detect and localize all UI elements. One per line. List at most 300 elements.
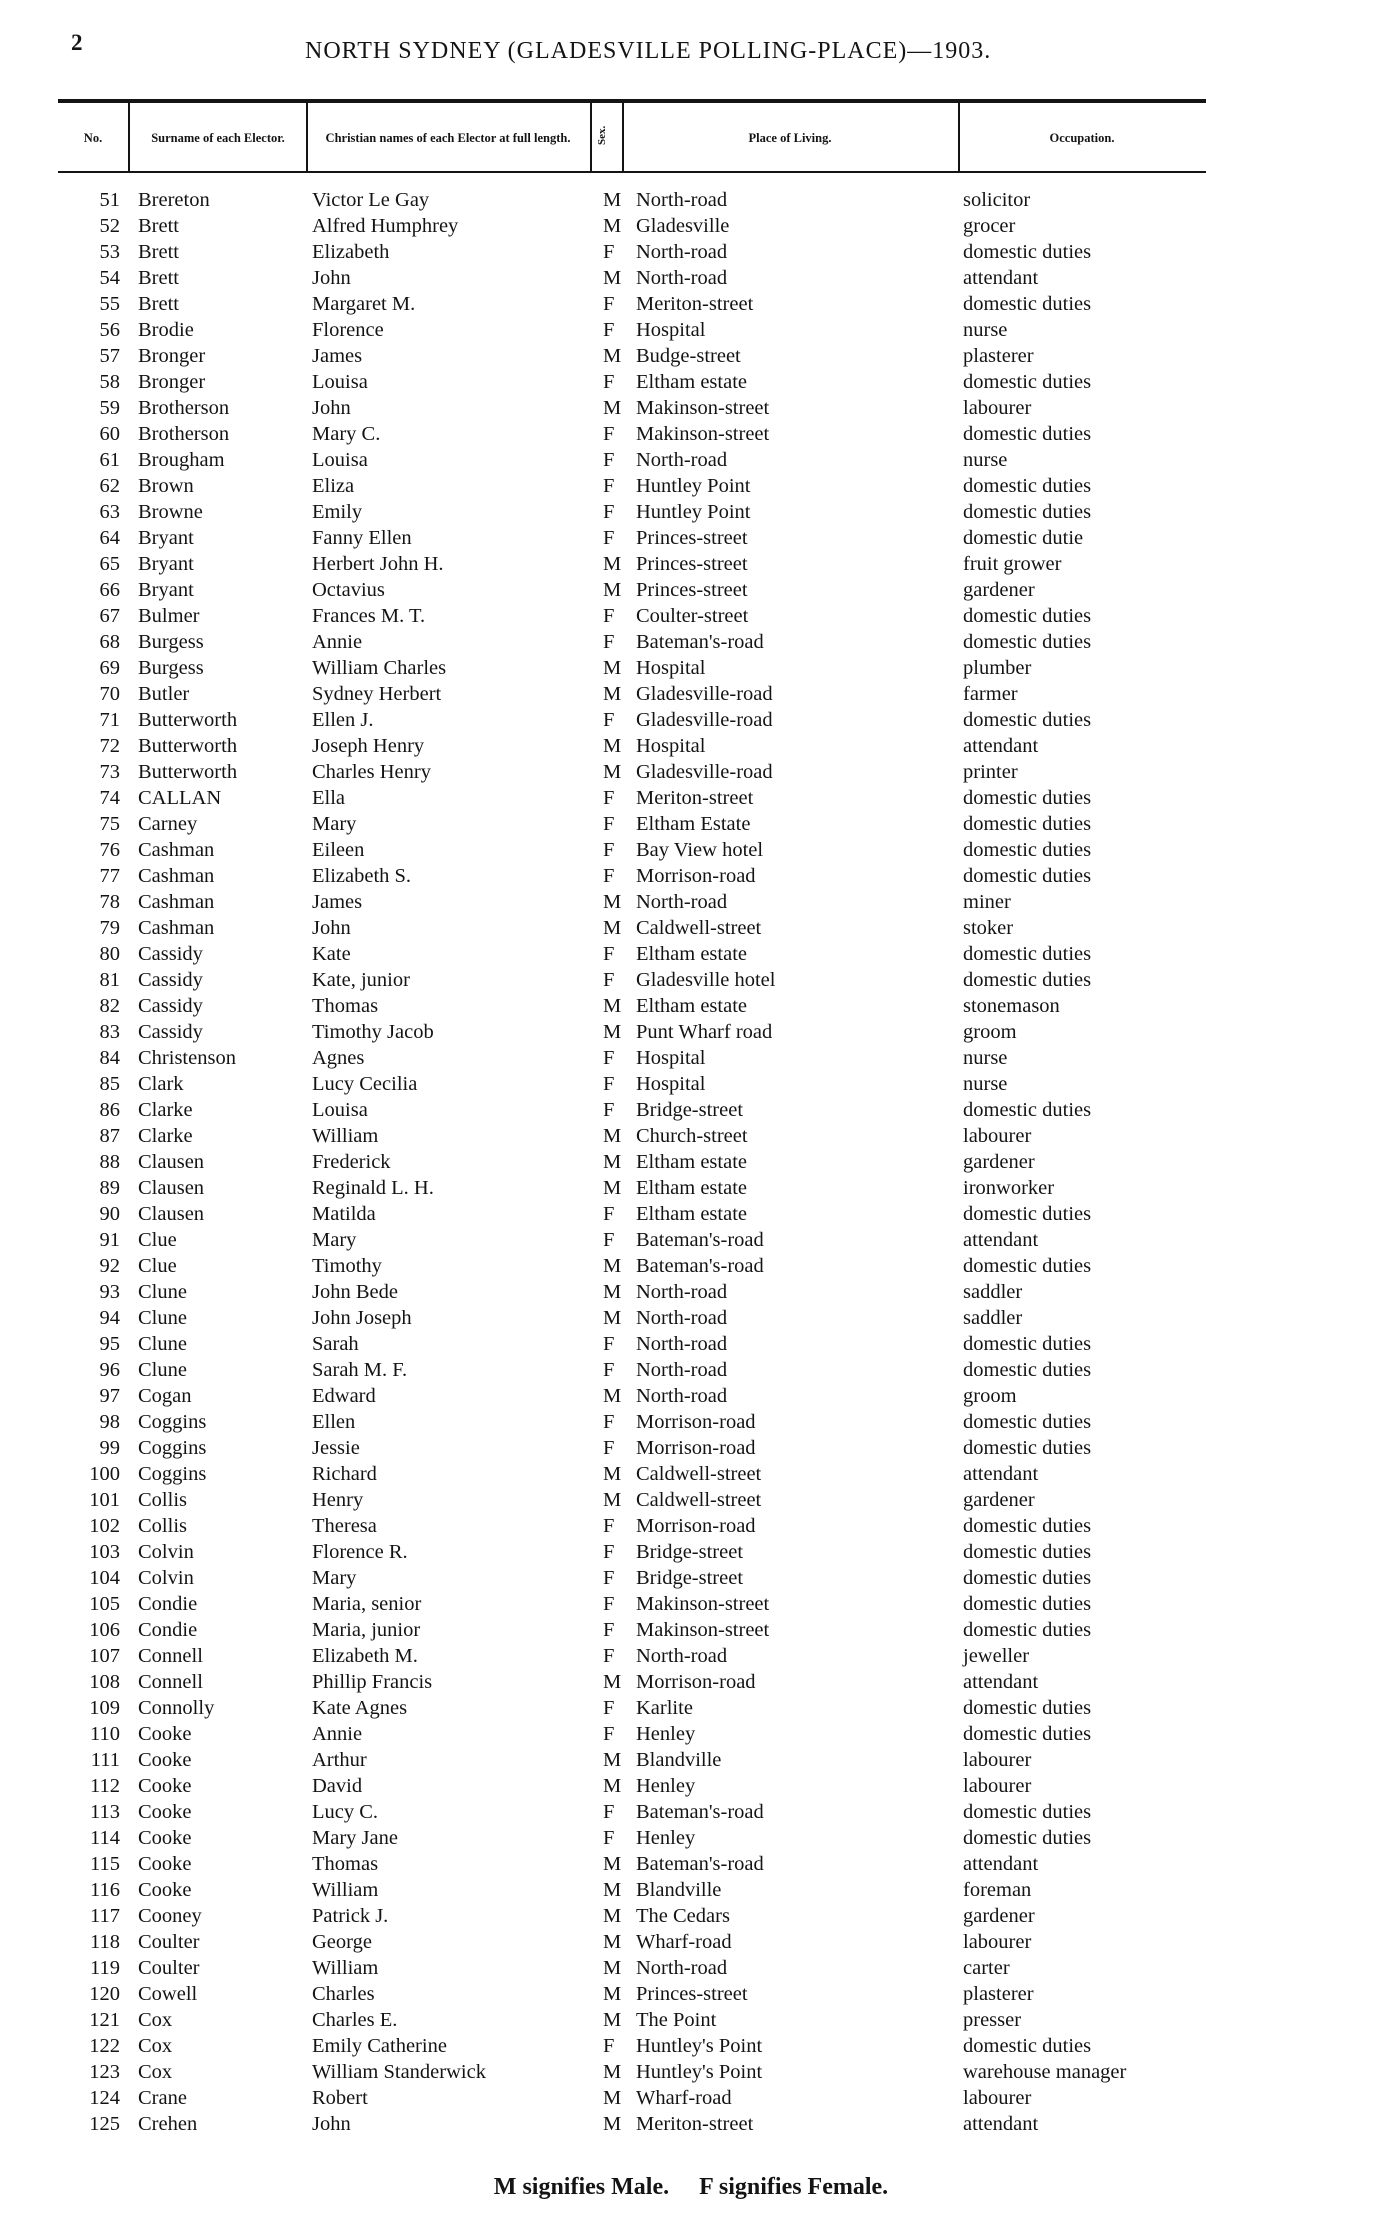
elector-sex: M bbox=[603, 1489, 622, 1511]
elector-number: 82 bbox=[99, 995, 120, 1017]
elector-surname: Brett bbox=[138, 215, 179, 237]
elector-number: 84 bbox=[99, 1047, 120, 1069]
elector-occupation: nurse bbox=[963, 1073, 1008, 1095]
elector-occupation: grocer bbox=[963, 215, 1016, 237]
elector-surname: Brett bbox=[138, 241, 179, 263]
table-row bbox=[0, 629, 1382, 655]
elector-place-of-living: Huntley Point bbox=[636, 501, 751, 523]
elector-christian-names: Emily bbox=[312, 501, 363, 523]
elector-number: 61 bbox=[99, 449, 120, 471]
elector-place-of-living: Eltham estate bbox=[636, 1151, 747, 1173]
elector-place-of-living: Eltham estate bbox=[636, 371, 747, 393]
elector-surname: Clune bbox=[138, 1359, 187, 1381]
elector-christian-names: John bbox=[312, 397, 351, 419]
elector-surname: Cox bbox=[138, 2035, 173, 2057]
elector-sex: M bbox=[603, 891, 622, 913]
elector-christian-names: Ellen bbox=[312, 1411, 356, 1433]
elector-place-of-living: Huntley Point bbox=[636, 475, 751, 497]
elector-christian-names: Eliza bbox=[312, 475, 355, 497]
table-row bbox=[0, 291, 1382, 317]
elector-sex: F bbox=[603, 449, 615, 471]
elector-surname: Brougham bbox=[138, 449, 225, 471]
elector-number: 71 bbox=[99, 709, 120, 731]
elector-christian-names: William Charles bbox=[312, 657, 447, 679]
table-row bbox=[0, 707, 1382, 733]
elector-occupation: labourer bbox=[963, 1125, 1032, 1147]
table-row bbox=[0, 1877, 1382, 1903]
elector-list bbox=[0, 187, 1382, 2137]
elector-sex: M bbox=[603, 2087, 622, 2109]
elector-occupation: domestic duties bbox=[963, 1359, 1092, 1381]
elector-sex: M bbox=[603, 2061, 622, 2083]
elector-number: 117 bbox=[90, 1905, 120, 1927]
elector-surname: Cashman bbox=[138, 917, 215, 939]
elector-occupation: saddler bbox=[963, 1281, 1023, 1303]
elector-occupation: attendant bbox=[963, 735, 1039, 757]
elector-sex: F bbox=[603, 631, 615, 653]
elector-place-of-living: Coulter-street bbox=[636, 605, 749, 627]
elector-surname: Cooke bbox=[138, 1749, 192, 1771]
elector-christian-names: Emily Catherine bbox=[312, 2035, 447, 2057]
elector-surname: Cashman bbox=[138, 891, 215, 913]
elector-place-of-living: Hospital bbox=[636, 319, 706, 341]
elector-christian-names: Timothy bbox=[312, 1255, 382, 1277]
elector-number: 106 bbox=[89, 1619, 120, 1641]
elector-christian-names: Elizabeth M. bbox=[312, 1645, 418, 1667]
elector-sex: F bbox=[603, 1827, 615, 1849]
elector-christian-names: John bbox=[312, 2113, 351, 2135]
elector-surname: Cooke bbox=[138, 1879, 192, 1901]
elector-number: 98 bbox=[99, 1411, 120, 1433]
elector-christian-names: George bbox=[312, 1931, 372, 1953]
elector-number: 65 bbox=[99, 553, 120, 575]
elector-number: 63 bbox=[99, 501, 120, 523]
elector-occupation: plasterer bbox=[963, 345, 1034, 367]
elector-occupation: domestic duties bbox=[963, 1515, 1092, 1537]
table-row bbox=[0, 1071, 1382, 1097]
elector-christian-names: Matilda bbox=[312, 1203, 376, 1225]
elector-place-of-living: North-road bbox=[636, 1359, 728, 1381]
table-row bbox=[0, 1253, 1382, 1279]
elector-occupation: ironworker bbox=[963, 1177, 1055, 1199]
column-divider bbox=[590, 103, 592, 171]
elector-surname: Coggins bbox=[138, 1411, 207, 1433]
table-row bbox=[0, 265, 1382, 291]
elector-surname: Bronger bbox=[138, 371, 206, 393]
table-row bbox=[0, 603, 1382, 629]
elector-sex: M bbox=[603, 215, 622, 237]
elector-christian-names: Victor Le Gay bbox=[312, 189, 430, 211]
elector-number: 120 bbox=[89, 1983, 120, 2005]
elector-place-of-living: Princes-street bbox=[636, 579, 748, 601]
elector-occupation: farmer bbox=[963, 683, 1018, 705]
elector-surname: Connell bbox=[138, 1671, 203, 1693]
elector-number: 90 bbox=[99, 1203, 120, 1225]
table-row bbox=[0, 1591, 1382, 1617]
table-row bbox=[0, 785, 1382, 811]
elector-christian-names: Mary C. bbox=[312, 423, 381, 445]
table-row bbox=[0, 681, 1382, 707]
table-row bbox=[0, 1123, 1382, 1149]
elector-christian-names: Sarah M. F. bbox=[312, 1359, 408, 1381]
elector-christian-names: Lucy Cecilia bbox=[312, 1073, 418, 1095]
elector-christian-names: Mary bbox=[312, 813, 357, 835]
elector-surname: Cassidy bbox=[138, 943, 203, 965]
elector-surname: Clune bbox=[138, 1307, 187, 1329]
table-row bbox=[0, 1539, 1382, 1565]
elector-occupation: domestic duties bbox=[963, 943, 1092, 965]
elector-place-of-living: Karlite bbox=[636, 1697, 693, 1719]
table-row bbox=[0, 811, 1382, 837]
elector-surname: Bryant bbox=[138, 579, 194, 601]
elector-sex: M bbox=[603, 1853, 622, 1875]
elector-number: 76 bbox=[99, 839, 120, 861]
elector-occupation: printer bbox=[963, 761, 1018, 783]
elector-surname: Clue bbox=[138, 1255, 177, 1277]
table-row bbox=[0, 1955, 1382, 1981]
elector-place-of-living: Bateman's-road bbox=[636, 1255, 764, 1277]
table-row bbox=[0, 343, 1382, 369]
elector-place-of-living: Meriton-street bbox=[636, 787, 754, 809]
elector-christian-names: Agnes bbox=[312, 1047, 365, 1069]
elector-number: 97 bbox=[99, 1385, 120, 1407]
elector-surname: Connell bbox=[138, 1645, 203, 1667]
elector-number: 55 bbox=[99, 293, 120, 315]
elector-surname: Cooke bbox=[138, 1775, 192, 1797]
elector-sex: F bbox=[603, 1229, 615, 1251]
elector-place-of-living: Henley bbox=[636, 1723, 696, 1745]
table-row bbox=[0, 2059, 1382, 2085]
elector-place-of-living: North-road bbox=[636, 267, 728, 289]
elector-christian-names: Timothy Jacob bbox=[312, 1021, 434, 1043]
elector-christian-names: Fanny Ellen bbox=[312, 527, 412, 549]
elector-number: 85 bbox=[99, 1073, 120, 1095]
elector-occupation: domestic duties bbox=[963, 1567, 1092, 1589]
elector-number: 94 bbox=[99, 1307, 120, 1329]
elector-surname: Clausen bbox=[138, 1177, 205, 1199]
elector-christian-names: Richard bbox=[312, 1463, 377, 1485]
elector-number: 60 bbox=[99, 423, 120, 445]
elector-surname: Cox bbox=[138, 2061, 173, 2083]
elector-occupation: domestic duties bbox=[963, 371, 1092, 393]
elector-sex: M bbox=[603, 1775, 622, 1797]
elector-sex: F bbox=[603, 1723, 615, 1745]
elector-number: 68 bbox=[99, 631, 120, 653]
elector-sex: F bbox=[603, 371, 615, 393]
elector-sex: M bbox=[603, 1879, 622, 1901]
elector-occupation: labourer bbox=[963, 1931, 1032, 1953]
table-row bbox=[0, 421, 1382, 447]
elector-christian-names: Ellen J. bbox=[312, 709, 374, 731]
elector-sex: F bbox=[603, 1437, 615, 1459]
table-row bbox=[0, 395, 1382, 421]
elector-christian-names: Herbert John H. bbox=[312, 553, 444, 575]
elector-surname: Browne bbox=[138, 501, 203, 523]
elector-place-of-living: North-road bbox=[636, 449, 728, 471]
elector-occupation: domestic duties bbox=[963, 605, 1092, 627]
elector-sex: M bbox=[603, 2009, 622, 2031]
elector-place-of-living: Henley bbox=[636, 1775, 696, 1797]
elector-christian-names: Theresa bbox=[312, 1515, 377, 1537]
table-row bbox=[0, 1305, 1382, 1331]
elector-surname: Brett bbox=[138, 267, 179, 289]
elector-surname: Clue bbox=[138, 1229, 177, 1251]
elector-christian-names: Kate Agnes bbox=[312, 1697, 408, 1719]
elector-sex: M bbox=[603, 2113, 622, 2135]
elector-christian-names: Kate, junior bbox=[312, 969, 410, 991]
elector-number: 74 bbox=[99, 787, 120, 809]
table-row bbox=[0, 1149, 1382, 1175]
elector-surname: Butterworth bbox=[138, 709, 238, 731]
elector-place-of-living: Hospital bbox=[636, 735, 706, 757]
elector-place-of-living: Bay View hotel bbox=[636, 839, 764, 861]
table-row bbox=[0, 1851, 1382, 1877]
table-row bbox=[0, 2111, 1382, 2137]
elector-place-of-living: Gladesville hotel bbox=[636, 969, 776, 991]
elector-sex: F bbox=[603, 969, 615, 991]
elector-number: 124 bbox=[89, 2087, 120, 2109]
elector-number: 103 bbox=[89, 1541, 120, 1563]
table-row bbox=[0, 759, 1382, 785]
elector-christian-names: Annie bbox=[312, 1723, 363, 1745]
header-bottom-rule bbox=[58, 171, 1206, 173]
elector-sex: F bbox=[603, 2035, 615, 2057]
elector-number: 101 bbox=[89, 1489, 120, 1511]
elector-surname: Colvin bbox=[138, 1567, 194, 1589]
elector-surname: Burgess bbox=[138, 631, 204, 653]
elector-sex: F bbox=[603, 423, 615, 445]
elector-number: 116 bbox=[90, 1879, 120, 1901]
table-row bbox=[0, 1201, 1382, 1227]
elector-christian-names: Mary bbox=[312, 1229, 357, 1251]
table-row bbox=[0, 1643, 1382, 1669]
elector-sex: F bbox=[603, 319, 615, 341]
elector-christian-names: Sydney Herbert bbox=[312, 683, 442, 705]
elector-christian-names: Mary bbox=[312, 1567, 357, 1589]
elector-place-of-living: Meriton-street bbox=[636, 293, 754, 315]
elector-sex: M bbox=[603, 1905, 622, 1927]
elector-place-of-living: North-road bbox=[636, 891, 728, 913]
column-divider bbox=[622, 103, 624, 171]
elector-sex: F bbox=[603, 1203, 615, 1225]
table-row bbox=[0, 837, 1382, 863]
elector-number: 64 bbox=[99, 527, 120, 549]
elector-christian-names: Octavius bbox=[312, 579, 385, 601]
elector-occupation: fruit grower bbox=[963, 553, 1062, 575]
elector-occupation: attendant bbox=[963, 1463, 1039, 1485]
elector-number: 121 bbox=[89, 2009, 120, 2031]
elector-christian-names: John Joseph bbox=[312, 1307, 412, 1329]
elector-number: 95 bbox=[99, 1333, 120, 1355]
elector-number: 115 bbox=[90, 1853, 120, 1875]
column-divider bbox=[958, 103, 960, 171]
table-row bbox=[0, 1227, 1382, 1253]
elector-occupation: saddler bbox=[963, 1307, 1023, 1329]
elector-surname: Crane bbox=[138, 2087, 187, 2109]
elector-occupation: domestic duties bbox=[963, 1437, 1092, 1459]
elector-christian-names: Margaret M. bbox=[312, 293, 416, 315]
elector-number: 114 bbox=[90, 1827, 120, 1849]
elector-sex: M bbox=[603, 917, 622, 939]
elector-sex: M bbox=[603, 1021, 622, 1043]
elector-place-of-living: Bateman's-road bbox=[636, 1853, 764, 1875]
elector-number: 51 bbox=[99, 189, 120, 211]
elector-place-of-living: Gladesville-road bbox=[636, 709, 773, 731]
elector-occupation: domestic duties bbox=[963, 1827, 1092, 1849]
elector-place-of-living: Morrison-road bbox=[636, 1411, 756, 1433]
elector-number: 112 bbox=[90, 1775, 120, 1797]
elector-sex: F bbox=[603, 527, 615, 549]
elector-surname: Cassidy bbox=[138, 995, 203, 1017]
table-row bbox=[0, 1721, 1382, 1747]
elector-surname: Clarke bbox=[138, 1099, 193, 1121]
sex-legend bbox=[0, 2174, 1382, 2201]
elector-place-of-living: Makinson-street bbox=[636, 423, 770, 445]
table-row bbox=[0, 1617, 1382, 1643]
elector-sex: F bbox=[603, 1593, 615, 1615]
elector-number: 109 bbox=[89, 1697, 120, 1719]
elector-place-of-living: Morrison-road bbox=[636, 1515, 756, 1537]
elector-number: 113 bbox=[90, 1801, 120, 1823]
elector-occupation: domestic duties bbox=[963, 501, 1092, 523]
elector-surname: Cooke bbox=[138, 1801, 192, 1823]
elector-sex: F bbox=[603, 1099, 615, 1121]
elector-place-of-living: North-road bbox=[636, 1281, 728, 1303]
elector-number: 69 bbox=[99, 657, 120, 679]
elector-christian-names: Thomas bbox=[312, 1853, 379, 1875]
elector-place-of-living: Huntley's Point bbox=[636, 2061, 763, 2083]
elector-occupation: domestic duties bbox=[963, 1619, 1092, 1641]
elector-surname: Butterworth bbox=[138, 735, 238, 757]
elector-occupation: domestic duties bbox=[963, 787, 1092, 809]
elector-number: 81 bbox=[99, 969, 120, 991]
elector-surname: Coulter bbox=[138, 1957, 200, 1979]
elector-surname: Colvin bbox=[138, 1541, 194, 1563]
elector-sex: F bbox=[603, 1073, 615, 1095]
elector-christian-names: John Bede bbox=[312, 1281, 398, 1303]
elector-occupation: gardener bbox=[963, 1489, 1035, 1511]
elector-surname: Bryant bbox=[138, 527, 194, 549]
elector-occupation: stoker bbox=[963, 917, 1014, 939]
table-row bbox=[0, 1461, 1382, 1487]
elector-occupation: nurse bbox=[963, 1047, 1008, 1069]
page-title: NORTH SYDNEY (GLADESVILLE POLLING-PLACE)—1903. bbox=[305, 38, 992, 64]
elector-occupation: domestic duties bbox=[963, 709, 1092, 731]
elector-surname: Bryant bbox=[138, 553, 194, 575]
elector-surname: Cox bbox=[138, 2009, 173, 2031]
elector-number: 57 bbox=[99, 345, 120, 367]
elector-number: 88 bbox=[99, 1151, 120, 1173]
elector-sex: M bbox=[603, 1255, 622, 1277]
elector-occupation: domestic duties bbox=[963, 475, 1092, 497]
elector-surname: Clausen bbox=[138, 1151, 205, 1173]
elector-surname: Condie bbox=[138, 1593, 198, 1615]
elector-number: 56 bbox=[99, 319, 120, 341]
elector-christian-names: Louisa bbox=[312, 1099, 368, 1121]
elector-number: 78 bbox=[99, 891, 120, 913]
elector-place-of-living: Wharf-road bbox=[636, 1931, 732, 1953]
elector-place-of-living: Eltham estate bbox=[636, 943, 747, 965]
elector-number: 59 bbox=[99, 397, 120, 419]
elector-sex: M bbox=[603, 995, 622, 1017]
elector-place-of-living: Blandville bbox=[636, 1879, 722, 1901]
elector-number: 89 bbox=[99, 1177, 120, 1199]
elector-occupation: groom bbox=[963, 1385, 1017, 1407]
male-note: M signifies Male. bbox=[493, 2174, 670, 2200]
elector-sex: F bbox=[603, 1515, 615, 1537]
elector-number: 77 bbox=[99, 865, 120, 887]
table-row bbox=[0, 941, 1382, 967]
table-row bbox=[0, 473, 1382, 499]
table-row bbox=[0, 2033, 1382, 2059]
elector-number: 52 bbox=[99, 215, 120, 237]
elector-number: 67 bbox=[99, 605, 120, 627]
elector-number: 66 bbox=[99, 579, 120, 601]
table-row bbox=[0, 1903, 1382, 1929]
elector-occupation: domestic duties bbox=[963, 2035, 1092, 2057]
column-header-surname: Surname of each Elector. bbox=[151, 131, 285, 145]
table-row bbox=[0, 1695, 1382, 1721]
elector-place-of-living: North-road bbox=[636, 1385, 728, 1407]
elector-surname: Brotherson bbox=[138, 397, 230, 419]
elector-place-of-living: Caldwell-street bbox=[636, 917, 762, 939]
elector-place-of-living: North-road bbox=[636, 241, 728, 263]
elector-number: 107 bbox=[89, 1645, 120, 1667]
elector-sex: M bbox=[603, 1385, 622, 1407]
elector-sex: M bbox=[603, 1463, 622, 1485]
table-row bbox=[0, 577, 1382, 603]
column-divider bbox=[128, 103, 130, 171]
elector-place-of-living: Bridge-street bbox=[636, 1567, 744, 1589]
elector-sex: F bbox=[603, 1541, 615, 1563]
table-row bbox=[0, 1383, 1382, 1409]
elector-number: 79 bbox=[99, 917, 120, 939]
table-row bbox=[0, 1019, 1382, 1045]
elector-occupation: domestic duties bbox=[963, 969, 1092, 991]
elector-number: 54 bbox=[99, 267, 120, 289]
elector-number: 93 bbox=[99, 1281, 120, 1303]
elector-sex: M bbox=[603, 397, 622, 419]
elector-christian-names: Frances M. T. bbox=[312, 605, 426, 627]
elector-sex: M bbox=[603, 267, 622, 289]
elector-christian-names: Maria, junior bbox=[312, 1619, 421, 1641]
elector-occupation: gardener bbox=[963, 1151, 1035, 1173]
elector-number: 96 bbox=[99, 1359, 120, 1381]
elector-sex: M bbox=[603, 1151, 622, 1173]
elector-place-of-living: Princes-street bbox=[636, 527, 748, 549]
elector-occupation: plumber bbox=[963, 657, 1032, 679]
elector-surname: Clausen bbox=[138, 1203, 205, 1225]
elector-surname: Butler bbox=[138, 683, 190, 705]
elector-christian-names: Louisa bbox=[312, 371, 368, 393]
elector-surname: Carney bbox=[138, 813, 198, 835]
elector-number: 110 bbox=[90, 1723, 120, 1745]
elector-occupation: carter bbox=[963, 1957, 1010, 1979]
table-row bbox=[0, 915, 1382, 941]
elector-occupation: domestic duties bbox=[963, 293, 1092, 315]
elector-christian-names: Arthur bbox=[312, 1749, 367, 1771]
table-row bbox=[0, 2007, 1382, 2033]
elector-christian-names: Charles bbox=[312, 1983, 375, 2005]
elector-surname: Collis bbox=[138, 1489, 187, 1511]
elector-occupation: domestic duties bbox=[963, 839, 1092, 861]
elector-sex: M bbox=[603, 1983, 622, 2005]
elector-surname: Cooney bbox=[138, 1905, 202, 1927]
elector-surname: Cogan bbox=[138, 1385, 192, 1407]
elector-place-of-living: North-road bbox=[636, 1307, 728, 1329]
elector-occupation: domestic duties bbox=[963, 1723, 1092, 1745]
elector-sex: F bbox=[603, 501, 615, 523]
